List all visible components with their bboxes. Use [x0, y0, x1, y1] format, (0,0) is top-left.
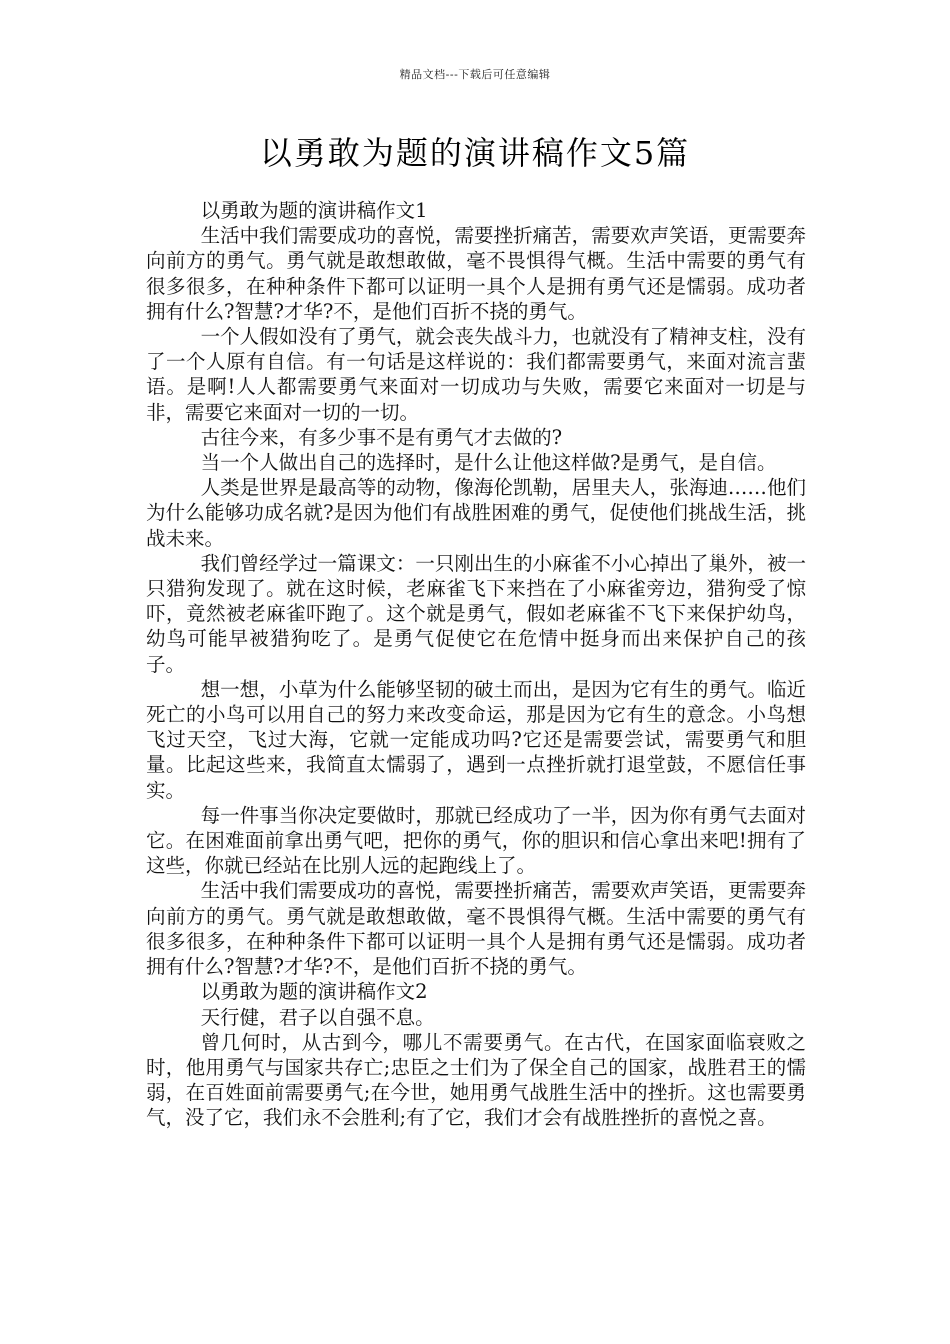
paragraph: 古往今来，有多少事不是有勇气才去做的?: [200, 425, 563, 449]
paragraph: 想一想，小草为什么能够坚韧的破土而出，是因为它有生的勇气。临近死亡的小鸟可以用自己的努力来改变命运，那是因为它有生的意念。小鸟想飞过天空，飞过大海，它就一定能成功吗?它还是需要尝试，需要勇气和胆量。比起这些来，我简直太懦弱了，遇到一点挫折就打退堂鼓，不愿信任事实。: [146, 677, 806, 802]
paragraph: 一个人假如没有了勇气，就会丧失战斗力，也就没有了精神支柱，没有了一个人原有自信。有一句话是这样说的：我们都需要勇气，来面对流言蜚语。是啊!人人都需要勇气来面对一切成功与失败，需要它来面对一切是与非，需要它来面对一切的一切。: [146, 325, 806, 424]
paragraph: 生活中我们需要成功的喜悦，需要挫折痛苦，需要欢声笑语，更需要奔向前方的勇气。勇气就是敢想敢做，毫不畏惧得气概。生活中需要的勇气有很多很多，在种种条件下都可以证明一具个人是拥有勇气还是懦弱。成功者拥有什么?智慧?才华?不，是他们百折不挠的勇气。: [146, 879, 806, 979]
paragraph: 当一个人做出自己的选择时，是什么让他这样做?是勇气，是自信。: [200, 451, 777, 475]
paragraph: 生活中我们需要成功的喜悦，需要挫折痛苦，需要欢声笑语，更需要奔向前方的勇气。勇气就是敢想敢做，毫不畏惧得气概。生活中需要的勇气有很多很多，在种种条件下都可以证明一具个人是拥有勇气还是懦弱。成功者拥有什么?智慧?才华?不，是他们百折不挠的勇气。: [146, 224, 806, 323]
paragraph: 曾几何时，从古到今，哪儿不需要勇气。在古代，在国家面临衰败之时，他用勇气与国家共存亡;忠臣之士们为了保全自己的国家，战胜君王的懦弱，在百姓面前需要勇气;在今世，她用勇气战胜生活中的挫折。这也需要勇气，没了它，我们永不会胜利;有了它，我们才会有战胜挫折的喜悦之喜。: [146, 1030, 806, 1130]
paragraph: 每一件事当你决定要做时，那就已经成功了一半，因为你有勇气去面对它。在困难面前拿出勇气吧，把你的勇气，你的胆识和信心拿出来吧!拥有了这些，你就已经站在比别人远的起跑线上了。: [146, 803, 806, 878]
paragraph: 我们曾经学过一篇课文：一只刚出生的小麻雀不小心掉出了巢外，被一只猎狗发现了。就在这时候，老麻雀飞下来挡在了小麻雀旁边，猎狗受了惊吓，竟然被老麻雀吓跑了。这个就是勇气，假如老麻雀不飞下来保护幼鸟，幼鸟可能早被猎狗吃了。是勇气促使它在危情中挺身而出来保护自己的孩子。: [146, 551, 806, 676]
section-heading-2: 以勇敢为题的演讲稿作文2: [200, 980, 428, 1004]
page-header: 精品文档---下载后可任意编辑: [399, 68, 551, 81]
document-title: 以勇敢为题的演讲稿作文5篇: [259, 134, 691, 172]
paragraph: 人类是世界是最高等的动物，像海伦凯勒，居里夫人，张海迪……他们为什么能够功成名就?是因为他们有战胜困难的勇气，促使他们挑战生活，挑战未来。: [146, 476, 806, 550]
document-body: [146, 198, 806, 1131]
paragraph: 天行健，君子以自强不息。: [200, 1005, 435, 1029]
section-heading-1: 以勇敢为题的演讲稿作文1: [200, 199, 428, 222]
